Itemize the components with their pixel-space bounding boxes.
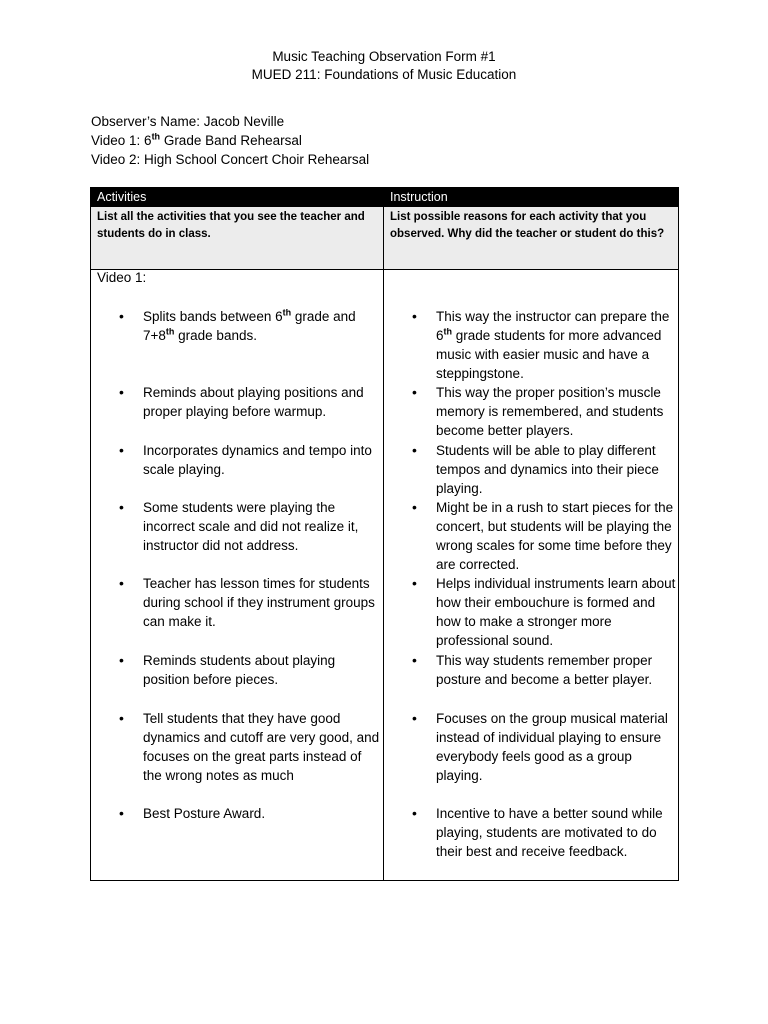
activities-header: Activities xyxy=(97,190,147,204)
instruction-description: List possible reasons for each activity that you observed. Why did the teacher or student do this? xyxy=(390,211,665,240)
reason-item: • Might be in a rush to start pieces for the concert, but students will be playing the wrong scales for some time before they are corrected. xyxy=(412,499,674,572)
reason-item: • This way the instructor can prepare the 6th grade students for more advanced music with easier music and have a steppingstone. xyxy=(412,308,670,381)
form-title: Music Teaching Observation Form #1 xyxy=(272,49,496,64)
reason-item: • This way the proper position’s muscle memory is remembered, and students become better players. xyxy=(412,384,664,438)
activity-item: • Tell students that they have good dynamics and cutoff are very good, and focuses on the great parts instead of the wrong notes as much xyxy=(119,710,380,783)
video1-title: Video 1: 6th Grade Band Rehearsal xyxy=(91,131,302,148)
reason-item: • Helps individual instruments learn about how their embouchure is formed and how to make a stronger more professional sound. xyxy=(412,575,676,648)
activities-description: List all the activities that you see the teacher and students do in class. xyxy=(97,211,365,240)
bullet-icon: • xyxy=(119,308,124,324)
bullet-icon: • xyxy=(412,442,417,458)
bullet-icon: • xyxy=(412,499,417,515)
activity-item: • Reminds about playing positions and proper playing before warmup. xyxy=(119,384,364,419)
activity-item: • Some students were playing the incorrect scale and did not realize it, instructor did not address. xyxy=(119,499,359,553)
reason-item: • Students will be able to play different tempos and dynamics into their piece playing. xyxy=(412,442,659,496)
observer-name: Observer’s Name: Jacob Neville xyxy=(91,114,285,129)
activity-item: • Best Posture Award. xyxy=(119,805,266,821)
reason-item: • This way students remember proper posture and become a better player. xyxy=(412,652,653,687)
bullet-icon: • xyxy=(412,308,417,324)
bullet-icon: • xyxy=(119,805,124,821)
bullet-icon: • xyxy=(412,575,417,591)
reason-item: • Incentive to have a better sound while playing, students are motivated to do their best and receive feedback. xyxy=(412,805,663,859)
bullet-icon: • xyxy=(412,384,417,400)
bullet-icon: • xyxy=(412,805,417,821)
activity-item: • Reminds students about playing position before pieces. xyxy=(119,652,336,687)
observation-table xyxy=(90,187,679,881)
bullet-icon: • xyxy=(119,575,124,591)
bullet-icon: • xyxy=(412,710,417,726)
bullet-icon: • xyxy=(412,652,417,668)
bullet-icon: • xyxy=(119,652,124,668)
table-description-row xyxy=(91,207,678,270)
table-header-row xyxy=(91,188,678,207)
bullet-icon: • xyxy=(119,710,124,726)
video2-title: Video 2: High School Concert Choir Rehearsal xyxy=(91,152,370,167)
activity-item: • Incorporates dynamics and tempo into scale playing. xyxy=(119,442,372,477)
activity-item: • Splits bands between 6th grade and 7+8th grade bands. xyxy=(119,307,356,343)
bullet-icon: • xyxy=(119,442,124,458)
bullet-icon: • xyxy=(119,499,124,515)
section-label: Video 1: xyxy=(97,270,147,285)
reason-item: • Focuses on the group musical material instead of individual playing to ensure everybody feels good as a group playing. xyxy=(412,710,668,783)
column-divider xyxy=(383,207,384,881)
course-title: MUED 211: Foundations of Music Education xyxy=(251,67,517,82)
activity-item: • Teacher has lesson times for students during school if they instrument groups can make it. xyxy=(119,575,375,629)
instruction-header: Instruction xyxy=(390,190,448,204)
bullet-icon: • xyxy=(119,384,124,400)
